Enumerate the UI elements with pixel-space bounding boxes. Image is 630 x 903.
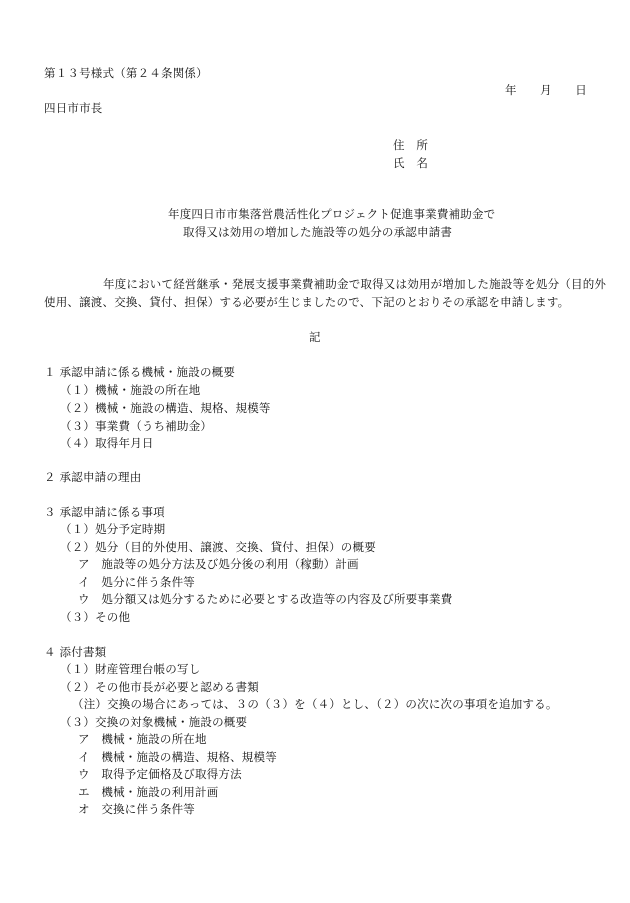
form-number: 第１３号様式（第２４条関係） [44,66,208,80]
section-4-item-1: （１）財産管理台帳の写し [60,662,201,676]
section-4-item-3: （３）交換の対象機械・施設の概要 [60,715,248,729]
section-1-item-1: （１）機械・施設の所在地 [60,383,201,397]
recipient: 四日市市長 [44,101,103,115]
section-4-item-2: （２）その他市長が必要と認める書類 [60,680,259,694]
title-line-1: 年度四日市市集落営農活性化プロジェクト促進事業費補助金で [168,207,496,221]
section-3-sub-a: ア 施設等の処分方法及び処分後の利用（稼動）計画 [78,557,359,571]
section-4-heading: ４ 添付書類 [44,645,107,659]
section-4-sub-e: エ 機械・施設の利用計画 [78,785,219,799]
section-3-heading: ３ 承認申請に係る事項 [44,505,165,519]
section-1-heading: １ 承認申請に係る機械・施設の概要 [44,365,236,379]
section-3-sub-i: イ 処分に伴う条件等 [78,575,195,589]
section-3-item-1: （１）処分予定時期 [60,522,166,536]
section-4-sub-u: ウ 取得予定価格及び取得方法 [78,767,242,781]
date-line: 年 月 日 [505,83,587,97]
section-2-heading: ２ 承認申請の理由 [44,470,142,484]
name-label: 氏 名 [393,156,429,170]
address-label: 住 所 [393,138,429,152]
section-4-sub-o: オ 交換に伴う条件等 [78,802,195,816]
section-1-item-2: （２）機械・施設の構造、規格、規模等 [60,401,271,415]
section-4-sub-i: イ 機械・施設の構造、規格、規模等 [78,750,277,764]
section-3-item-3: （３）その他 [60,610,131,624]
section-1-item-3: （３）事業費（うち補助金） [60,419,213,433]
title-line-2: 取得又は効用の増加した施設等の処分の承認申請書 [183,225,453,239]
body-line-1: 年度において経営継承・発展支援事業費補助金で取得又は効用が増加した施設等を処分（目的外 [103,277,607,291]
section-4-note: （注）交換の場合にあっては、３の（３）を（４）とし、（２）の次に次の事項を追加する。 [72,697,558,711]
section-3-sub-u: ウ 処分額又は処分するために必要とする改造等の内容及び所要事業費 [78,592,453,606]
section-4-sub-a: ア 機械・施設の所在地 [78,732,207,746]
body-line-2: 使用、譲渡、交換、貸付、担保）する必要が生じましたので、下記のとおりその承認を申請します。 [44,295,570,309]
section-3-item-2: （２）処分（目的外使用、譲渡、交換、貸付、担保）の概要 [60,540,376,554]
ki-heading: 記 [309,330,321,344]
section-1-item-4: （４）取得年月日 [60,436,154,450]
